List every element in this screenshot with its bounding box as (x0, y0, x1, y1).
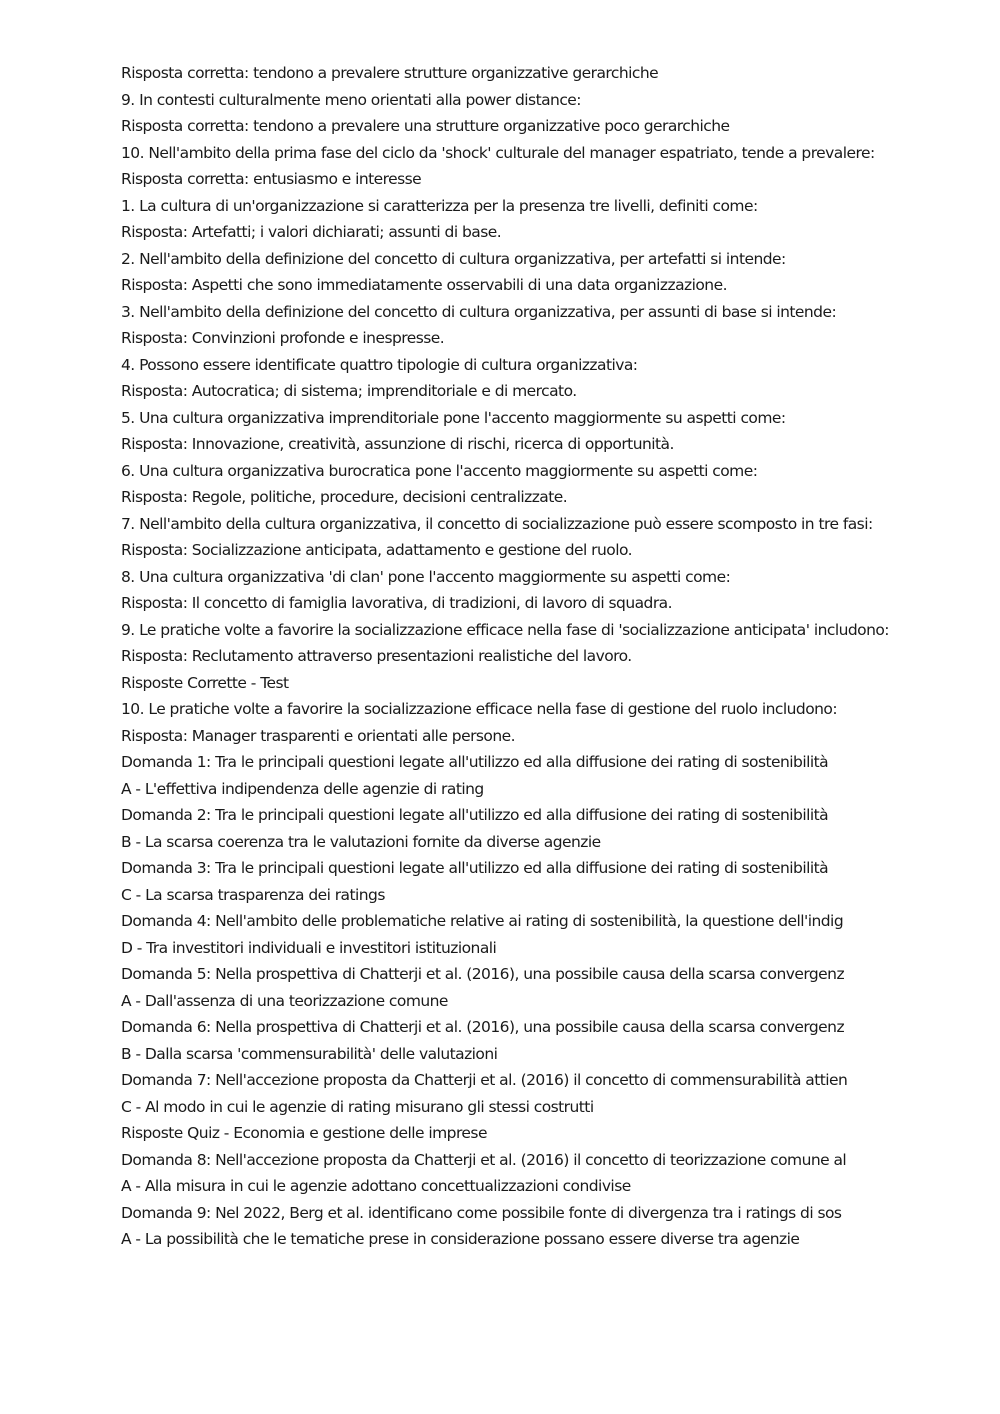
text-line: B - Dalla scarsa 'commensurabilità' delle valutazioni (121, 1044, 498, 1063)
text-line: B - La scarsa coerenza tra le valutazioni fornite da diverse agenzie (121, 832, 601, 851)
text-line: Domanda 2: Tra le principali questioni legate all'utilizzo ed alla diffusione dei rating di sostenibilità (121, 806, 829, 824)
text-line: A - L'effettiva indipendenza delle agenzie di rating (121, 779, 484, 798)
text-line: Risposta corretta: tendono a prevalere una strutture organizzative poco gerarchiche (121, 117, 730, 135)
text-line: Domanda 6: Nella prospettiva di Chatterji et al. (2016), una possibile causa della scarsa convergenz (121, 1018, 845, 1036)
text-line: 7. Nell'ambito della cultura organizzativa, il concetto di socializzazione può essere scomposto in tre fasi: (121, 514, 873, 533)
text-line: 5. Una cultura organizzativa imprenditoriale pone l'accento maggiormente su aspetti come: (121, 408, 786, 427)
text-line: 10. Nell'ambito della prima fase del ciclo da 'shock' culturale del manager espatriato, tende a prevalere: (121, 143, 875, 162)
text-line: Domanda 9: Nel 2022, Berg et al. identificano come possibile fonte di divergenza tra i ratings di sos (121, 1203, 842, 1222)
text-line: Domanda 8: Nell'accezione proposta da Chatterji et al. (2016) il concetto di teorizzazione comune al (121, 1150, 847, 1169)
text-line: Risposta: Artefatti; i valori dichiarati; assunti di base. (121, 223, 502, 241)
text-line: 6. Una cultura organizzativa burocratica pone l'accento maggiormente su aspetti come: (121, 461, 758, 480)
document-page (121, 60, 941, 1253)
text-line: Domanda 5: Nella prospettiva di Chatterji et al. (2016), una possibile causa della scarsa convergenz (121, 965, 845, 983)
text-line: 4. Possono essere identificate quattro tipologie di cultura organizzativa: (121, 355, 638, 374)
text-line: Risposta: Innovazione, creatività, assunzione di rischi, ricerca di opportunità. (121, 435, 674, 453)
text-line: 3. Nell'ambito della definizione del concetto di cultura organizzativa, per assunti di base si intende: (121, 302, 837, 321)
text-line: Risposta corretta: entusiasmo e interesse (121, 170, 422, 188)
text-line: Domanda 3: Tra le principali questioni legate all'utilizzo ed alla diffusione dei rating di sostenibilità (121, 859, 829, 877)
text-line: Risposta: Reclutamento attraverso presentazioni realistiche del lavoro. (121, 647, 632, 665)
text-line: Domanda 7: Nell'accezione proposta da Chatterji et al. (2016) il concetto di commensurabilità attien (121, 1071, 848, 1089)
text-line: Risposta corretta: tendono a prevalere strutture organizzative gerarchiche (121, 64, 659, 82)
text-line: Risposta: Convinzioni profonde e inespresse. (121, 329, 445, 347)
text-line: A - Alla misura in cui le agenzie adottano concettualizzazioni condivise (121, 1177, 631, 1195)
text-line: D - Tra investitori individuali e investitori istituzionali (121, 938, 497, 957)
text-line: Risposta: Manager trasparenti e orientati alle persone. (121, 726, 515, 745)
text-line: Risposte Corrette - Test (121, 673, 289, 692)
text-line: Risposta: Autocratica; di sistema; imprenditoriale e di mercato. (121, 382, 577, 400)
text-line: Risposte Quiz - Economia e gestione delle imprese (121, 1124, 487, 1142)
text-line: 8. Una cultura organizzativa 'di clan' pone l'accento maggiormente su aspetti come: (121, 567, 731, 586)
text-line: C - La scarsa trasparenza dei ratings (121, 885, 385, 904)
text-line: 9. In contesti culturalmente meno orientati alla power distance: (121, 90, 581, 109)
text-line: Domanda 1: Tra le principali questioni legate all'utilizzo ed alla diffusione dei rating di sostenibilità (121, 753, 829, 771)
text-line: 10. Le pratiche volte a favorire la socializzazione efficace nella fase di gestione del ruolo includono: (121, 700, 837, 718)
text-line: Risposta: Regole, politiche, procedure, decisioni centralizzate. (121, 488, 568, 506)
text-line: A - Dall'assenza di una teorizzazione comune (121, 991, 448, 1010)
text-line: C - Al modo in cui le agenzie di rating misurano gli stessi costrutti (121, 1097, 594, 1116)
text-line: Risposta: Aspetti che sono immediatamente osservabili di una data organizzazione. (121, 276, 727, 294)
text-line: A - La possibilità che le tematiche prese in considerazione possano essere diverse tra agenzie (121, 1230, 800, 1248)
text-line: 1. La cultura di un'organizzazione si caratterizza per la presenza tre livelli, definiti come: (121, 196, 758, 215)
text-line: Risposta: Il concetto di famiglia lavorativa, di tradizioni, di lavoro di squadra. (121, 594, 672, 612)
text-line: Domanda 4: Nell'ambito delle problematiche relative ai rating di sostenibilità, la questione dell'indig (121, 912, 844, 930)
text-line: 2. Nell'ambito della definizione del concetto di cultura organizzativa, per artefatti si intende: (121, 249, 786, 268)
text-line: 9. Le pratiche volte a favorire la socializzazione efficace nella fase di 'socializzazione anticipata' includono: (121, 620, 889, 639)
text-line: Risposta: Socializzazione anticipata, adattamento e gestione del ruolo. (121, 541, 633, 559)
